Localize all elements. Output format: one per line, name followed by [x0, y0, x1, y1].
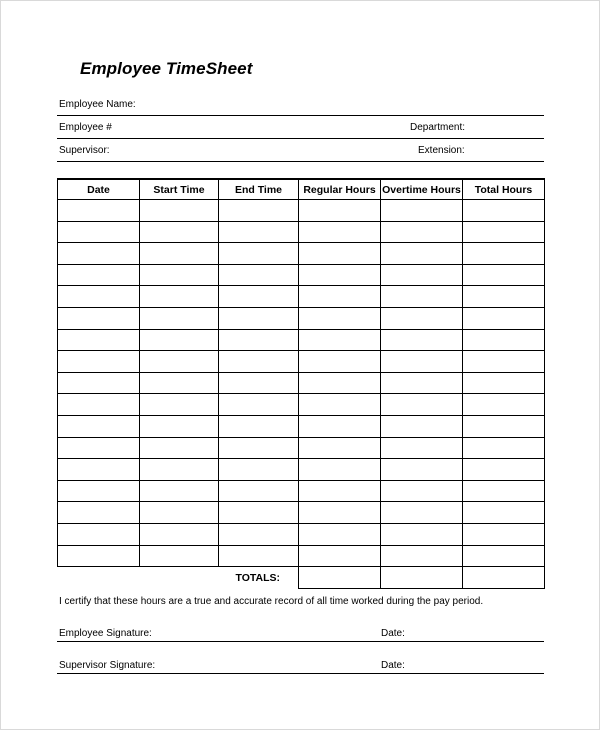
table-cell[interactable]	[58, 221, 140, 243]
table-cell[interactable]	[140, 372, 219, 394]
table-cell[interactable]	[299, 200, 381, 222]
employee-signature-field[interactable]	[57, 625, 544, 642]
table-row	[58, 264, 545, 286]
table-cell[interactable]	[219, 307, 299, 329]
table-cell[interactable]	[140, 394, 219, 416]
table-cell[interactable]	[299, 329, 381, 351]
supervisor-label: Supervisor:	[59, 145, 110, 156]
table-cell[interactable]	[463, 351, 545, 373]
table-row	[58, 329, 545, 351]
supervisor-signature-date-label: Date:	[381, 660, 405, 671]
table-cell[interactable]	[299, 523, 381, 545]
table-cell[interactable]	[58, 523, 140, 545]
table-cell[interactable]	[463, 523, 545, 545]
table-cell[interactable]	[381, 372, 463, 394]
table-row	[58, 286, 545, 308]
timesheet-body	[58, 200, 545, 589]
certification-statement: I certify that these hours are a true and accurate record of all time worked during the pay period.	[59, 596, 484, 607]
table-cell[interactable]	[463, 221, 545, 243]
table-cell[interactable]	[463, 243, 545, 265]
table-cell[interactable]	[58, 502, 140, 524]
table-cell[interactable]	[58, 351, 140, 373]
table-cell[interactable]	[381, 459, 463, 481]
totals-label: TOTALS:	[235, 571, 280, 584]
employee-number-label: Employee #	[59, 122, 112, 133]
table-cell[interactable]	[381, 329, 463, 351]
table-cell[interactable]	[58, 329, 140, 351]
table-row	[58, 307, 545, 329]
table-cell[interactable]	[219, 415, 299, 437]
table-cell[interactable]	[381, 502, 463, 524]
table-cell[interactable]	[299, 221, 381, 243]
table-cell[interactable]	[58, 307, 140, 329]
table-header-row	[58, 179, 545, 200]
table-cell[interactable]	[140, 480, 219, 502]
table-cell[interactable]	[299, 415, 381, 437]
table-cell[interactable]	[381, 480, 463, 502]
page-title: Employee TimeSheet	[80, 59, 253, 78]
supervisor-signature-field[interactable]	[57, 657, 544, 674]
table-cell[interactable]	[299, 545, 381, 567]
table-cell[interactable]	[381, 307, 463, 329]
table-cell[interactable]	[299, 286, 381, 308]
table-cell[interactable]	[58, 264, 140, 286]
table-cell[interactable]	[381, 351, 463, 373]
table-cell[interactable]	[299, 372, 381, 394]
table-cell[interactable]	[140, 307, 219, 329]
timesheet-table	[57, 178, 545, 589]
table-cell[interactable]	[140, 221, 219, 243]
table-cell[interactable]	[381, 200, 463, 222]
table-cell[interactable]	[381, 243, 463, 265]
table-row	[58, 372, 545, 394]
table-cell[interactable]	[381, 415, 463, 437]
table-cell[interactable]	[219, 286, 299, 308]
table-cell[interactable]	[381, 264, 463, 286]
table-cell[interactable]	[140, 523, 219, 545]
column-header-end-time: End Time	[219, 179, 299, 200]
table-cell[interactable]	[463, 502, 545, 524]
table-cell[interactable]	[58, 415, 140, 437]
table-cell[interactable]	[219, 264, 299, 286]
column-header-start-time: Start Time	[140, 179, 219, 200]
table-cell[interactable]	[219, 480, 299, 502]
table-cell[interactable]	[219, 351, 299, 373]
employee-number-field[interactable]	[57, 118, 544, 139]
table-cell[interactable]	[463, 286, 545, 308]
column-header-total-hours: Total Hours	[463, 179, 545, 200]
table-cell[interactable]	[299, 394, 381, 416]
table-row	[58, 415, 545, 437]
table-cell[interactable]	[140, 415, 219, 437]
table-cell[interactable]	[299, 264, 381, 286]
table-cell[interactable]	[140, 351, 219, 373]
table-row	[58, 480, 545, 502]
table-cell[interactable]	[299, 351, 381, 373]
table-cell[interactable]	[219, 437, 299, 459]
table-row	[58, 502, 545, 524]
table-row	[58, 545, 545, 567]
table-cell[interactable]	[381, 286, 463, 308]
employee-signature-date-label: Date:	[381, 628, 405, 639]
department-label: Department:	[410, 122, 466, 133]
table-cell[interactable]	[299, 437, 381, 459]
table-cell[interactable]	[140, 286, 219, 308]
table-cell[interactable]	[463, 437, 545, 459]
table-row	[58, 221, 545, 243]
table-cell[interactable]	[299, 243, 381, 265]
table-row	[58, 394, 545, 416]
table-cell[interactable]	[219, 394, 299, 416]
totals-spacer	[58, 567, 140, 589]
table-cell[interactable]	[58, 437, 140, 459]
table-cell[interactable]	[140, 437, 219, 459]
table-cell[interactable]	[381, 437, 463, 459]
employee-name-label: Employee Name:	[59, 99, 136, 110]
table-cell[interactable]	[299, 480, 381, 502]
table-cell[interactable]	[58, 459, 140, 481]
table-cell[interactable]	[463, 329, 545, 351]
table-cell[interactable]	[381, 221, 463, 243]
totals-total-hours[interactable]	[463, 567, 545, 589]
table-cell[interactable]	[58, 286, 140, 308]
table-row	[58, 200, 545, 222]
table-cell[interactable]	[58, 200, 140, 222]
table-cell[interactable]	[463, 200, 545, 222]
employee-name-field[interactable]	[57, 95, 544, 116]
table-cell[interactable]	[463, 394, 545, 416]
table-cell[interactable]	[219, 200, 299, 222]
table-cell[interactable]	[299, 307, 381, 329]
table-cell[interactable]	[463, 307, 545, 329]
totals-regular-hours[interactable]	[299, 567, 381, 589]
table-cell[interactable]	[58, 394, 140, 416]
table-row	[58, 243, 545, 265]
table-row	[58, 351, 545, 373]
column-header-regular-hours: Regular Hours	[299, 179, 381, 200]
table-cell[interactable]	[463, 459, 545, 481]
table-cell[interactable]	[219, 372, 299, 394]
table-cell[interactable]	[58, 372, 140, 394]
table-row	[58, 459, 545, 481]
table-cell[interactable]	[219, 459, 299, 481]
table-cell[interactable]	[463, 545, 545, 567]
table-cell[interactable]	[463, 264, 545, 286]
table-cell[interactable]	[299, 502, 381, 524]
table-cell[interactable]	[219, 545, 299, 567]
table-cell[interactable]	[299, 459, 381, 481]
table-row	[58, 523, 545, 545]
employee-signature-label: Employee Signature:	[59, 628, 152, 639]
table-cell[interactable]	[140, 502, 219, 524]
table-cell[interactable]	[58, 243, 140, 265]
table-cell[interactable]	[463, 372, 545, 394]
totals-row	[58, 567, 545, 589]
table-cell[interactable]	[58, 480, 140, 502]
table-cell[interactable]	[219, 502, 299, 524]
table-cell[interactable]	[58, 545, 140, 567]
table-cell[interactable]	[140, 329, 219, 351]
table-cell[interactable]	[140, 459, 219, 481]
totals-overtime-hours[interactable]	[381, 567, 463, 589]
table-cell[interactable]	[381, 523, 463, 545]
extension-label: Extension:	[418, 145, 465, 156]
column-header-date: Date	[58, 179, 140, 200]
table-cell[interactable]	[219, 243, 299, 265]
table-row	[58, 437, 545, 459]
table-cell[interactable]	[219, 329, 299, 351]
table-cell[interactable]	[140, 264, 219, 286]
column-header-overtime-hours: Overtime Hours	[381, 179, 463, 200]
table-cell[interactable]	[463, 415, 545, 437]
table-cell[interactable]	[381, 394, 463, 416]
table-cell[interactable]	[140, 243, 219, 265]
supervisor-signature-label: Supervisor Signature:	[59, 660, 156, 671]
supervisor-field[interactable]	[57, 141, 544, 162]
table-cell[interactable]	[381, 545, 463, 567]
table-cell[interactable]	[463, 480, 545, 502]
table-cell[interactable]	[219, 523, 299, 545]
table-cell[interactable]	[140, 200, 219, 222]
table-cell[interactable]	[219, 221, 299, 243]
table-cell[interactable]	[140, 545, 219, 567]
